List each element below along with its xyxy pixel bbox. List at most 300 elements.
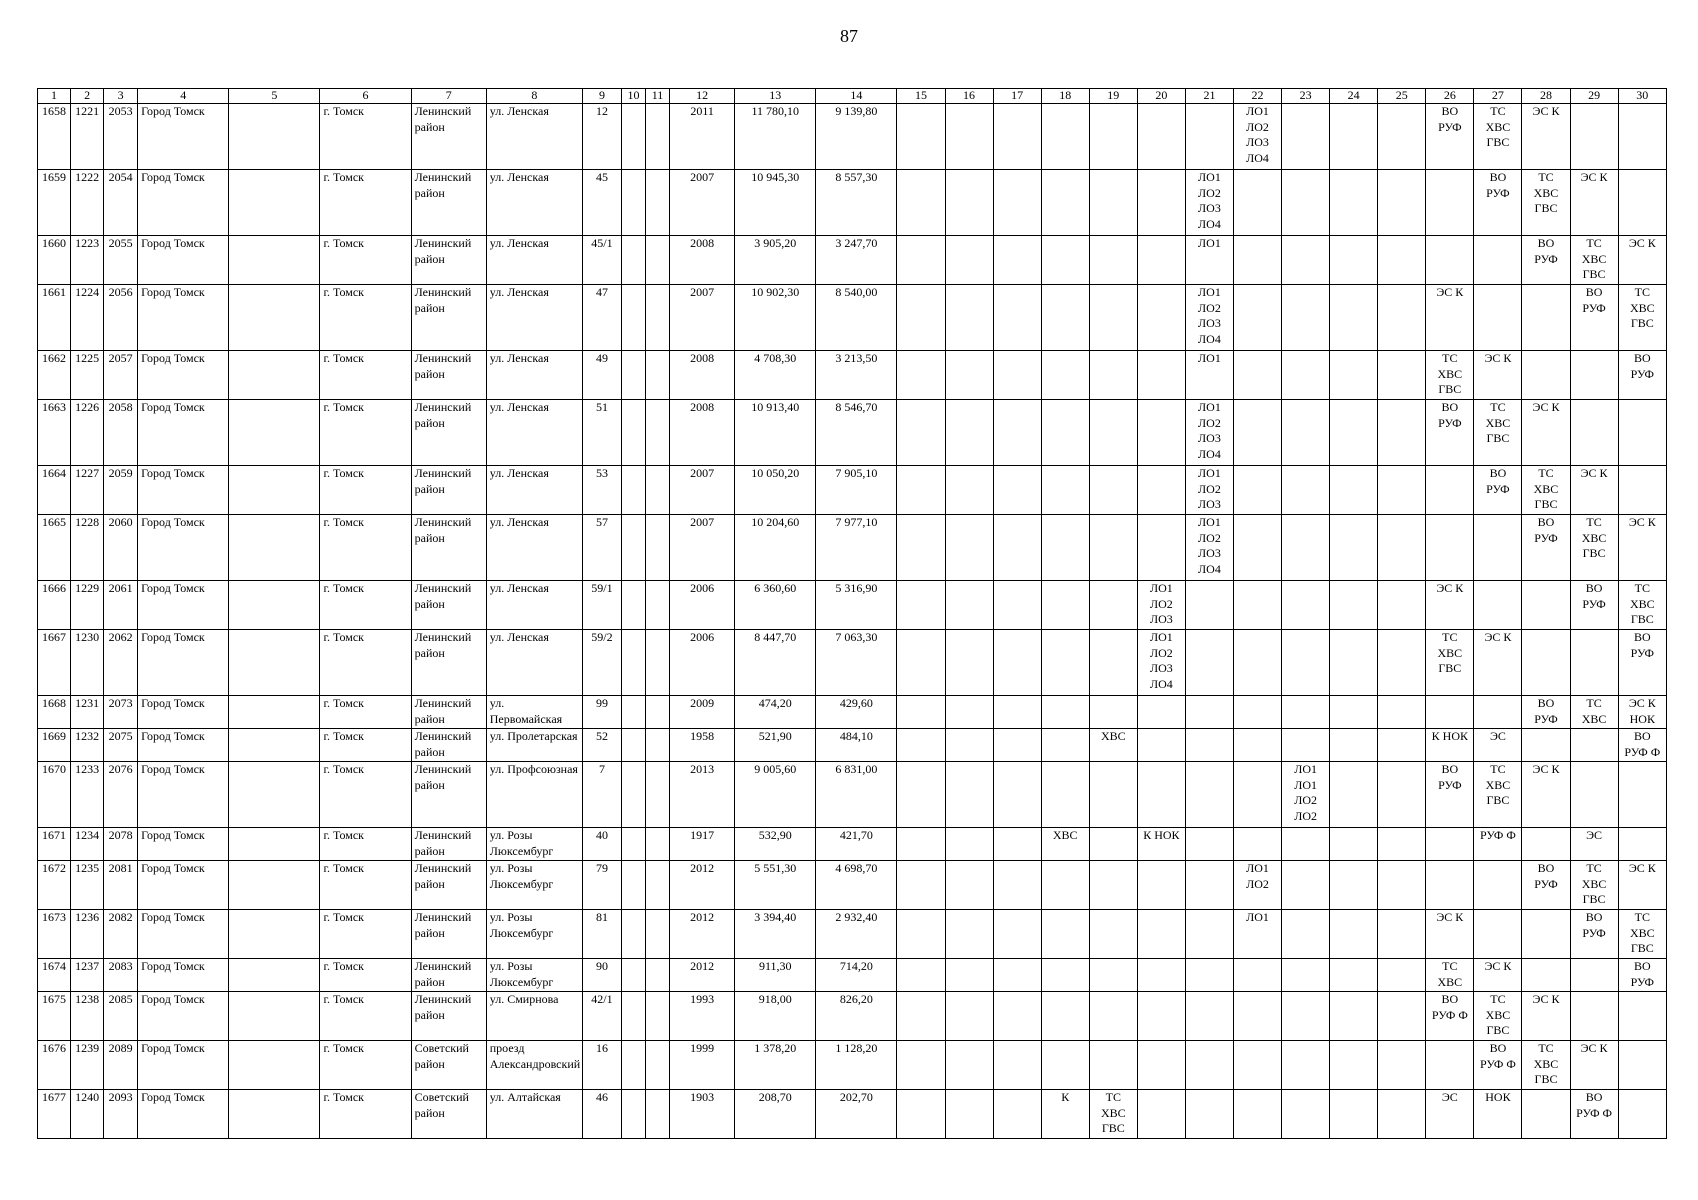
cell-col-10 xyxy=(621,1090,645,1139)
cell-col-20 xyxy=(1137,104,1185,170)
cell-col-2: 1232 xyxy=(71,729,104,762)
cell-col-2: 1233 xyxy=(71,762,104,828)
table-header xyxy=(38,89,1667,104)
cell-col-27 xyxy=(1474,285,1522,351)
cell-col-13: 10 902,30 xyxy=(735,285,816,351)
cell-col-2: 1225 xyxy=(71,351,104,400)
cell-col-28: ЭС К xyxy=(1522,104,1570,170)
cell-col-22 xyxy=(1233,696,1281,729)
table-row xyxy=(38,104,1667,170)
cell-col-14: 3 247,70 xyxy=(816,236,897,285)
cell-col-14: 7 905,10 xyxy=(816,466,897,515)
cell-col-8: ул. Ленская xyxy=(486,236,582,285)
cell-col-28: ТС ХВС ГВС xyxy=(1522,466,1570,515)
cell-col-23: ЛО1 ЛО1 ЛО2 ЛО2 xyxy=(1282,762,1330,828)
column-header-22: 22 xyxy=(1233,89,1281,104)
cell-col-11 xyxy=(646,729,670,762)
cell-col-5 xyxy=(229,104,320,170)
cell-col-20 xyxy=(1137,285,1185,351)
cell-col-5 xyxy=(229,1090,320,1139)
cell-col-15 xyxy=(897,351,945,400)
cell-col-2: 1223 xyxy=(71,236,104,285)
cell-col-5 xyxy=(229,828,320,861)
cell-col-17 xyxy=(993,581,1041,630)
cell-col-8: ул. Ленская xyxy=(486,630,582,696)
column-header-2: 2 xyxy=(71,89,104,104)
cell-col-25 xyxy=(1378,762,1426,828)
cell-col-20 xyxy=(1137,400,1185,466)
cell-col-4: Город Томск xyxy=(138,466,229,515)
cell-col-30 xyxy=(1618,828,1666,861)
cell-col-19 xyxy=(1089,236,1137,285)
column-header-16: 16 xyxy=(945,89,993,104)
cell-col-10 xyxy=(621,400,645,466)
cell-col-14: 429,60 xyxy=(816,696,897,729)
cell-col-25 xyxy=(1378,170,1426,236)
cell-col-11 xyxy=(646,515,670,581)
cell-col-28: ВО РУФ xyxy=(1522,515,1570,581)
cell-col-10 xyxy=(621,236,645,285)
table-row xyxy=(38,236,1667,285)
cell-col-13: 911,30 xyxy=(735,959,816,992)
cell-col-3: 2056 xyxy=(104,285,138,351)
cell-col-21 xyxy=(1185,729,1233,762)
cell-col-22 xyxy=(1233,1090,1281,1139)
cell-col-12: 1993 xyxy=(670,992,735,1041)
cell-col-28: ТС ХВС ГВС xyxy=(1522,1041,1570,1090)
cell-col-18 xyxy=(1041,762,1089,828)
cell-col-5 xyxy=(229,351,320,400)
cell-col-14: 8 546,70 xyxy=(816,400,897,466)
cell-col-26: ВО РУФ Ф xyxy=(1426,992,1474,1041)
cell-col-20: ЛО1 ЛО2 ЛО3 ЛО4 xyxy=(1137,630,1185,696)
cell-col-13: 4 708,30 xyxy=(735,351,816,400)
cell-col-7: Ленинский район xyxy=(411,285,486,351)
cell-col-12: 2013 xyxy=(670,762,735,828)
cell-col-26: ТС ХВС ГВС xyxy=(1426,351,1474,400)
cell-col-23 xyxy=(1282,515,1330,581)
cell-col-11 xyxy=(646,400,670,466)
cell-col-10 xyxy=(621,466,645,515)
cell-col-15 xyxy=(897,959,945,992)
cell-col-17 xyxy=(993,696,1041,729)
column-header-19: 19 xyxy=(1089,89,1137,104)
cell-col-29: ЭС К xyxy=(1570,170,1618,236)
cell-col-28: ЭС К xyxy=(1522,992,1570,1041)
cell-col-4: Город Томск xyxy=(138,630,229,696)
cell-col-3: 2055 xyxy=(104,236,138,285)
cell-col-30 xyxy=(1618,762,1666,828)
cell-col-8: ул. Ленская xyxy=(486,351,582,400)
cell-col-22 xyxy=(1233,351,1281,400)
cell-col-14: 421,70 xyxy=(816,828,897,861)
cell-col-9: 46 xyxy=(582,1090,621,1139)
cell-col-7: Ленинский район xyxy=(411,170,486,236)
cell-col-13: 3 905,20 xyxy=(735,236,816,285)
cell-col-8: ул. Профсоюзная xyxy=(486,762,582,828)
cell-col-21 xyxy=(1185,762,1233,828)
cell-col-13: 474,20 xyxy=(735,696,816,729)
cell-col-3: 2082 xyxy=(104,910,138,959)
cell-col-15 xyxy=(897,104,945,170)
cell-col-8: ул. Ленская xyxy=(486,466,582,515)
table-row xyxy=(38,729,1667,762)
table-row xyxy=(38,581,1667,630)
cell-col-1: 1671 xyxy=(38,828,71,861)
cell-col-22 xyxy=(1233,959,1281,992)
cell-col-5 xyxy=(229,959,320,992)
cell-col-10 xyxy=(621,515,645,581)
cell-col-30: ВО РУФ Ф xyxy=(1618,729,1666,762)
cell-col-7: Советский район xyxy=(411,1041,486,1090)
cell-col-30: ТС ХВС ГВС xyxy=(1618,581,1666,630)
cell-col-13: 208,70 xyxy=(735,1090,816,1139)
cell-col-11 xyxy=(646,285,670,351)
cell-col-7: Ленинский район xyxy=(411,515,486,581)
cell-col-19 xyxy=(1089,696,1137,729)
cell-col-19 xyxy=(1089,581,1137,630)
cell-col-23 xyxy=(1282,696,1330,729)
cell-col-7: Ленинский район xyxy=(411,696,486,729)
cell-col-30 xyxy=(1618,104,1666,170)
cell-col-9: 42/1 xyxy=(582,992,621,1041)
cell-col-13: 9 005,60 xyxy=(735,762,816,828)
cell-col-18 xyxy=(1041,515,1089,581)
cell-col-9: 52 xyxy=(582,729,621,762)
cell-col-20 xyxy=(1137,1090,1185,1139)
cell-col-1: 1674 xyxy=(38,959,71,992)
cell-col-20 xyxy=(1137,170,1185,236)
cell-col-21 xyxy=(1185,630,1233,696)
cell-col-6: г. Томск xyxy=(320,696,411,729)
column-header-11: 11 xyxy=(646,89,670,104)
cell-col-6: г. Томск xyxy=(320,466,411,515)
cell-col-16 xyxy=(945,236,993,285)
cell-col-18 xyxy=(1041,729,1089,762)
cell-col-20 xyxy=(1137,762,1185,828)
cell-col-16 xyxy=(945,581,993,630)
cell-col-29 xyxy=(1570,630,1618,696)
column-header-20: 20 xyxy=(1137,89,1185,104)
cell-col-1: 1668 xyxy=(38,696,71,729)
cell-col-16 xyxy=(945,696,993,729)
cell-col-19: ТС ХВС ГВС xyxy=(1089,1090,1137,1139)
cell-col-15 xyxy=(897,762,945,828)
cell-col-27: ВО РУФ xyxy=(1474,466,1522,515)
cell-col-25 xyxy=(1378,285,1426,351)
cell-col-9: 59/2 xyxy=(582,630,621,696)
cell-col-3: 2059 xyxy=(104,466,138,515)
cell-col-4: Город Томск xyxy=(138,1041,229,1090)
cell-col-9: 90 xyxy=(582,959,621,992)
cell-col-14: 7 977,10 xyxy=(816,515,897,581)
cell-col-17 xyxy=(993,1090,1041,1139)
column-header-23: 23 xyxy=(1282,89,1330,104)
cell-col-3: 2060 xyxy=(104,515,138,581)
cell-col-2: 1239 xyxy=(71,1041,104,1090)
cell-col-14: 7 063,30 xyxy=(816,630,897,696)
cell-col-24 xyxy=(1330,630,1378,696)
cell-col-10 xyxy=(621,828,645,861)
cell-col-21: ЛО1 ЛО2 ЛО3 ЛО4 xyxy=(1185,515,1233,581)
cell-col-2: 1222 xyxy=(71,170,104,236)
cell-col-29 xyxy=(1570,400,1618,466)
cell-col-28: ВО РУФ xyxy=(1522,861,1570,910)
cell-col-19 xyxy=(1089,170,1137,236)
cell-col-27: ТС ХВС ГВС xyxy=(1474,762,1522,828)
column-header-5: 5 xyxy=(229,89,320,104)
cell-col-12: 2006 xyxy=(670,581,735,630)
cell-col-11 xyxy=(646,1090,670,1139)
cell-col-13: 8 447,70 xyxy=(735,630,816,696)
cell-col-4: Город Томск xyxy=(138,992,229,1041)
cell-col-30 xyxy=(1618,992,1666,1041)
cell-col-26 xyxy=(1426,236,1474,285)
cell-col-26: ВО РУФ xyxy=(1426,762,1474,828)
table-row xyxy=(38,515,1667,581)
cell-col-12: 2011 xyxy=(670,104,735,170)
cell-col-24 xyxy=(1330,1041,1378,1090)
cell-col-3: 2061 xyxy=(104,581,138,630)
cell-col-11 xyxy=(646,762,670,828)
cell-col-1: 1667 xyxy=(38,630,71,696)
cell-col-5 xyxy=(229,630,320,696)
cell-col-18 xyxy=(1041,285,1089,351)
column-header-9: 9 xyxy=(582,89,621,104)
cell-col-14: 826,20 xyxy=(816,992,897,1041)
cell-col-21: ЛО1 ЛО2 ЛО3 ЛО4 xyxy=(1185,400,1233,466)
cell-col-20: ЛО1 ЛО2 ЛО3 xyxy=(1137,581,1185,630)
cell-col-5 xyxy=(229,762,320,828)
cell-col-30: ТС ХВС ГВС xyxy=(1618,910,1666,959)
cell-col-30: ЭС К НОК xyxy=(1618,696,1666,729)
cell-col-24 xyxy=(1330,729,1378,762)
cell-col-3: 2076 xyxy=(104,762,138,828)
cell-col-26: ВО РУФ xyxy=(1426,400,1474,466)
cell-col-23 xyxy=(1282,236,1330,285)
cell-col-23 xyxy=(1282,170,1330,236)
cell-col-18 xyxy=(1041,581,1089,630)
cell-col-28 xyxy=(1522,828,1570,861)
cell-col-21 xyxy=(1185,828,1233,861)
cell-col-8: ул. Розы Люксембург xyxy=(486,959,582,992)
cell-col-26 xyxy=(1426,1041,1474,1090)
cell-col-11 xyxy=(646,910,670,959)
column-header-29: 29 xyxy=(1570,89,1618,104)
cell-col-9: 40 xyxy=(582,828,621,861)
cell-col-27: ВО РУФ Ф xyxy=(1474,1041,1522,1090)
cell-col-3: 2073 xyxy=(104,696,138,729)
cell-col-19 xyxy=(1089,630,1137,696)
cell-col-22: ЛО1 xyxy=(1233,910,1281,959)
cell-col-25 xyxy=(1378,910,1426,959)
cell-col-25 xyxy=(1378,959,1426,992)
cell-col-24 xyxy=(1330,236,1378,285)
cell-col-17 xyxy=(993,400,1041,466)
cell-col-11 xyxy=(646,696,670,729)
cell-col-13: 11 780,10 xyxy=(735,104,816,170)
cell-col-8: ул. Первомайская xyxy=(486,696,582,729)
cell-col-3: 2058 xyxy=(104,400,138,466)
cell-col-4: Город Томск xyxy=(138,285,229,351)
cell-col-18 xyxy=(1041,466,1089,515)
cell-col-20 xyxy=(1137,515,1185,581)
column-header-4: 4 xyxy=(138,89,229,104)
cell-col-15 xyxy=(897,828,945,861)
cell-col-24 xyxy=(1330,285,1378,351)
cell-col-6: г. Томск xyxy=(320,400,411,466)
cell-col-7: Ленинский район xyxy=(411,581,486,630)
cell-col-17 xyxy=(993,959,1041,992)
cell-col-21: ЛО1 xyxy=(1185,351,1233,400)
cell-col-20 xyxy=(1137,236,1185,285)
cell-col-5 xyxy=(229,696,320,729)
cell-col-9: 47 xyxy=(582,285,621,351)
cell-col-22: ЛО1 ЛО2 xyxy=(1233,861,1281,910)
cell-col-15 xyxy=(897,910,945,959)
cell-col-1: 1658 xyxy=(38,104,71,170)
cell-col-24 xyxy=(1330,762,1378,828)
cell-col-24 xyxy=(1330,1090,1378,1139)
cell-col-18: К xyxy=(1041,1090,1089,1139)
cell-col-20 xyxy=(1137,992,1185,1041)
cell-col-1: 1665 xyxy=(38,515,71,581)
cell-col-25 xyxy=(1378,104,1426,170)
cell-col-10 xyxy=(621,581,645,630)
cell-col-18 xyxy=(1041,992,1089,1041)
cell-col-6: г. Томск xyxy=(320,762,411,828)
cell-col-10 xyxy=(621,861,645,910)
cell-col-1: 1666 xyxy=(38,581,71,630)
cell-col-8: проезд Александровский xyxy=(486,1041,582,1090)
column-header-14: 14 xyxy=(816,89,897,104)
cell-col-4: Город Томск xyxy=(138,170,229,236)
cell-col-29: ТС ХВС ГВС xyxy=(1570,515,1618,581)
cell-col-12: 1917 xyxy=(670,828,735,861)
cell-col-30 xyxy=(1618,170,1666,236)
cell-col-29: ТС ХВС ГВС xyxy=(1570,861,1618,910)
cell-col-8: ул. Розы Люксембург xyxy=(486,910,582,959)
cell-col-19 xyxy=(1089,861,1137,910)
header-row xyxy=(38,89,1667,104)
cell-col-9: 49 xyxy=(582,351,621,400)
cell-col-27 xyxy=(1474,581,1522,630)
cell-col-22 xyxy=(1233,466,1281,515)
cell-col-21 xyxy=(1185,910,1233,959)
cell-col-14: 4 698,70 xyxy=(816,861,897,910)
cell-col-16 xyxy=(945,170,993,236)
cell-col-5 xyxy=(229,992,320,1041)
cell-col-20: К НОК xyxy=(1137,828,1185,861)
cell-col-26: К НОК xyxy=(1426,729,1474,762)
cell-col-12: 1958 xyxy=(670,729,735,762)
table-row xyxy=(38,992,1667,1041)
cell-col-25 xyxy=(1378,351,1426,400)
cell-col-9: 59/1 xyxy=(582,581,621,630)
cell-col-7: Ленинский район xyxy=(411,828,486,861)
cell-col-1: 1660 xyxy=(38,236,71,285)
cell-col-7: Ленинский район xyxy=(411,729,486,762)
cell-col-18 xyxy=(1041,104,1089,170)
cell-col-3: 2057 xyxy=(104,351,138,400)
cell-col-20 xyxy=(1137,351,1185,400)
cell-col-5 xyxy=(229,236,320,285)
cell-col-23 xyxy=(1282,285,1330,351)
cell-col-17 xyxy=(993,1041,1041,1090)
cell-col-9: 79 xyxy=(582,861,621,910)
cell-col-22 xyxy=(1233,236,1281,285)
cell-col-21 xyxy=(1185,992,1233,1041)
cell-col-1: 1676 xyxy=(38,1041,71,1090)
cell-col-5 xyxy=(229,581,320,630)
cell-col-24 xyxy=(1330,104,1378,170)
cell-col-23 xyxy=(1282,400,1330,466)
cell-col-2: 1235 xyxy=(71,861,104,910)
cell-col-3: 2085 xyxy=(104,992,138,1041)
cell-col-23 xyxy=(1282,992,1330,1041)
cell-col-13: 532,90 xyxy=(735,828,816,861)
table-row xyxy=(38,466,1667,515)
cell-col-7: Советский район xyxy=(411,1090,486,1139)
cell-col-17 xyxy=(993,236,1041,285)
cell-col-3: 2054 xyxy=(104,170,138,236)
column-header-15: 15 xyxy=(897,89,945,104)
cell-col-27: ЭС К xyxy=(1474,630,1522,696)
cell-col-21 xyxy=(1185,959,1233,992)
cell-col-15 xyxy=(897,581,945,630)
cell-col-16 xyxy=(945,466,993,515)
table-row xyxy=(38,400,1667,466)
cell-col-21 xyxy=(1185,861,1233,910)
cell-col-27: РУФ Ф xyxy=(1474,828,1522,861)
cell-col-10 xyxy=(621,351,645,400)
cell-col-2: 1237 xyxy=(71,959,104,992)
cell-col-4: Город Томск xyxy=(138,104,229,170)
cell-col-7: Ленинский район xyxy=(411,236,486,285)
cell-col-23 xyxy=(1282,959,1330,992)
column-header-10: 10 xyxy=(621,89,645,104)
cell-col-14: 8 540,00 xyxy=(816,285,897,351)
cell-col-25 xyxy=(1378,729,1426,762)
cell-col-23 xyxy=(1282,466,1330,515)
cell-col-2: 1227 xyxy=(71,466,104,515)
cell-col-4: Город Томск xyxy=(138,861,229,910)
table-row xyxy=(38,1090,1667,1139)
cell-col-20 xyxy=(1137,861,1185,910)
cell-col-21: ЛО1 ЛО2 ЛО3 xyxy=(1185,466,1233,515)
cell-col-11 xyxy=(646,236,670,285)
cell-col-14: 3 213,50 xyxy=(816,351,897,400)
cell-col-5 xyxy=(229,729,320,762)
cell-col-17 xyxy=(993,992,1041,1041)
cell-col-16 xyxy=(945,104,993,170)
cell-col-20 xyxy=(1137,1041,1185,1090)
cell-col-25 xyxy=(1378,992,1426,1041)
cell-col-14: 484,10 xyxy=(816,729,897,762)
cell-col-5 xyxy=(229,285,320,351)
cell-col-29: ВО РУФ xyxy=(1570,581,1618,630)
cell-col-15 xyxy=(897,1041,945,1090)
cell-col-19 xyxy=(1089,762,1137,828)
cell-col-1: 1669 xyxy=(38,729,71,762)
cell-col-3: 2093 xyxy=(104,1090,138,1139)
cell-col-15 xyxy=(897,696,945,729)
cell-col-12: 1999 xyxy=(670,1041,735,1090)
cell-col-17 xyxy=(993,910,1041,959)
cell-col-28: ЭС К xyxy=(1522,400,1570,466)
cell-col-23 xyxy=(1282,104,1330,170)
cell-col-28 xyxy=(1522,285,1570,351)
